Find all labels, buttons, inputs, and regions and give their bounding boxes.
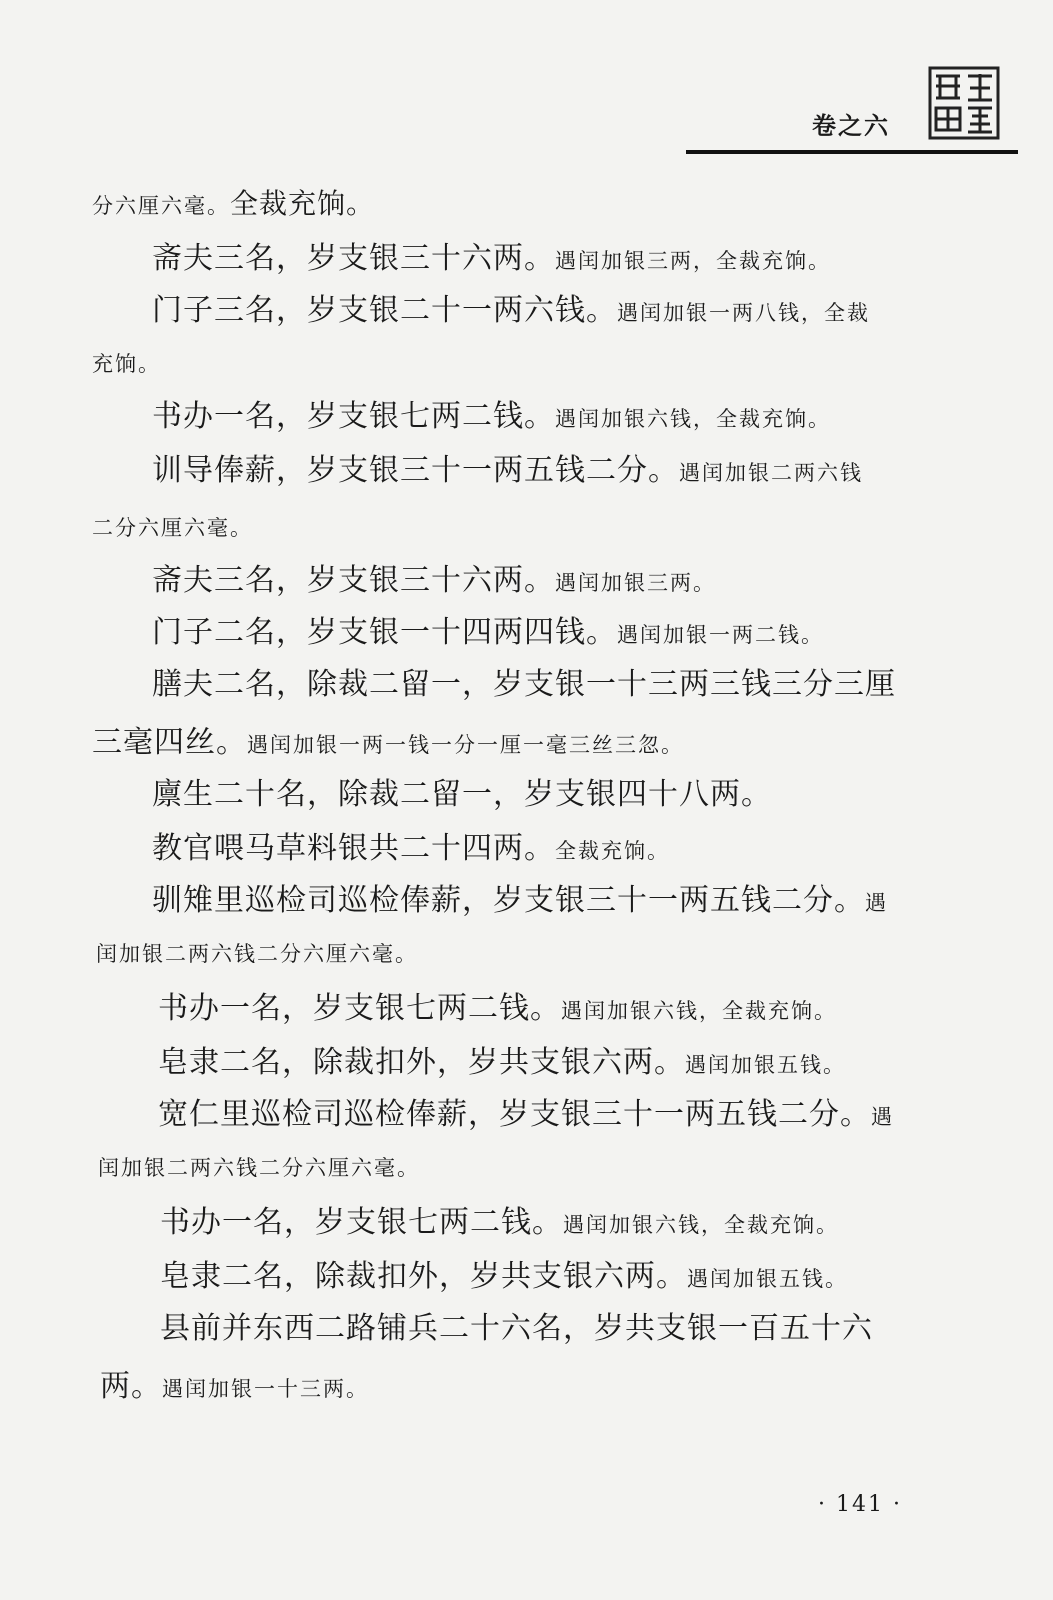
text-line: 书办一名，岁支银七两二钱。遇闰加银六钱，全裁充饷。 [152,399,831,434]
text-line: 闰加银二两六钱二分六厘六毫。 [96,942,418,966]
text-line: 分六厘六毫。全裁充饷。 [92,187,376,220]
text-line: 书办一名，岁支银七两二钱。遇闰加银六钱，全裁充饷。 [160,1205,839,1240]
text-line: 斋夫三名，岁支银三十六两。遇闰加银三两，全裁充饷。 [152,241,831,276]
text-line: 驯雉里巡检司巡检俸薪，岁支银三十一两五钱二分。遇 [152,883,888,918]
seal-stamp-icon [928,66,1000,140]
text-line: 二分六厘六毫。 [92,516,253,540]
text-line: 廪生二十名，除裁二留一，岁支银四十八两。 [152,777,772,812]
text-line: 闰加银二两六钱二分六厘六毫。 [98,1156,420,1180]
text-line: 两。遇闰加银一十三两。 [100,1369,369,1404]
text-line: 教官喂马草料银共二十四两。全裁充饷。 [152,831,670,866]
text-line: 训导俸薪，岁支银三十一两五钱二分。遇闰加银二两六钱 [152,453,863,488]
chapter-title: 卷之六 [812,112,890,140]
page-number: · 141 · [818,1492,902,1517]
text-line: 充饷。 [92,352,161,376]
text-line: 门子二名，岁支银一十四两四钱。遇闰加银一两二钱。 [152,615,824,650]
text-line: 皂隶二名，除裁扣外，岁共支银六两。遇闰加银五钱。 [160,1259,848,1294]
text-line: 县前并东西二路铺兵二十六名，岁共支银一百五十六 [160,1311,873,1346]
text-line: 门子三名，岁支银二十一两六钱。遇闰加银一两八钱，全裁 [152,293,870,328]
text-line: 书办一名，岁支银七两二钱。遇闰加银六钱，全裁充饷。 [158,991,837,1026]
text-line: 斋夫三名，岁支银三十六两。遇闰加银三两。 [152,563,716,598]
text-line: 宽仁里巡检司巡检俸薪，岁支银三十一两五钱二分。遇 [158,1097,894,1132]
text-line: 三毫四丝。遇闰加银一两一钱一分一厘一毫三丝三忽。 [92,725,684,760]
header-rule [686,150,1018,154]
text-line: 膳夫二名，除裁二留一，岁支银一十三两三钱三分三厘 [152,667,896,702]
text-line: 皂隶二名，除裁扣外，岁共支银六两。遇闰加银五钱。 [158,1045,846,1080]
